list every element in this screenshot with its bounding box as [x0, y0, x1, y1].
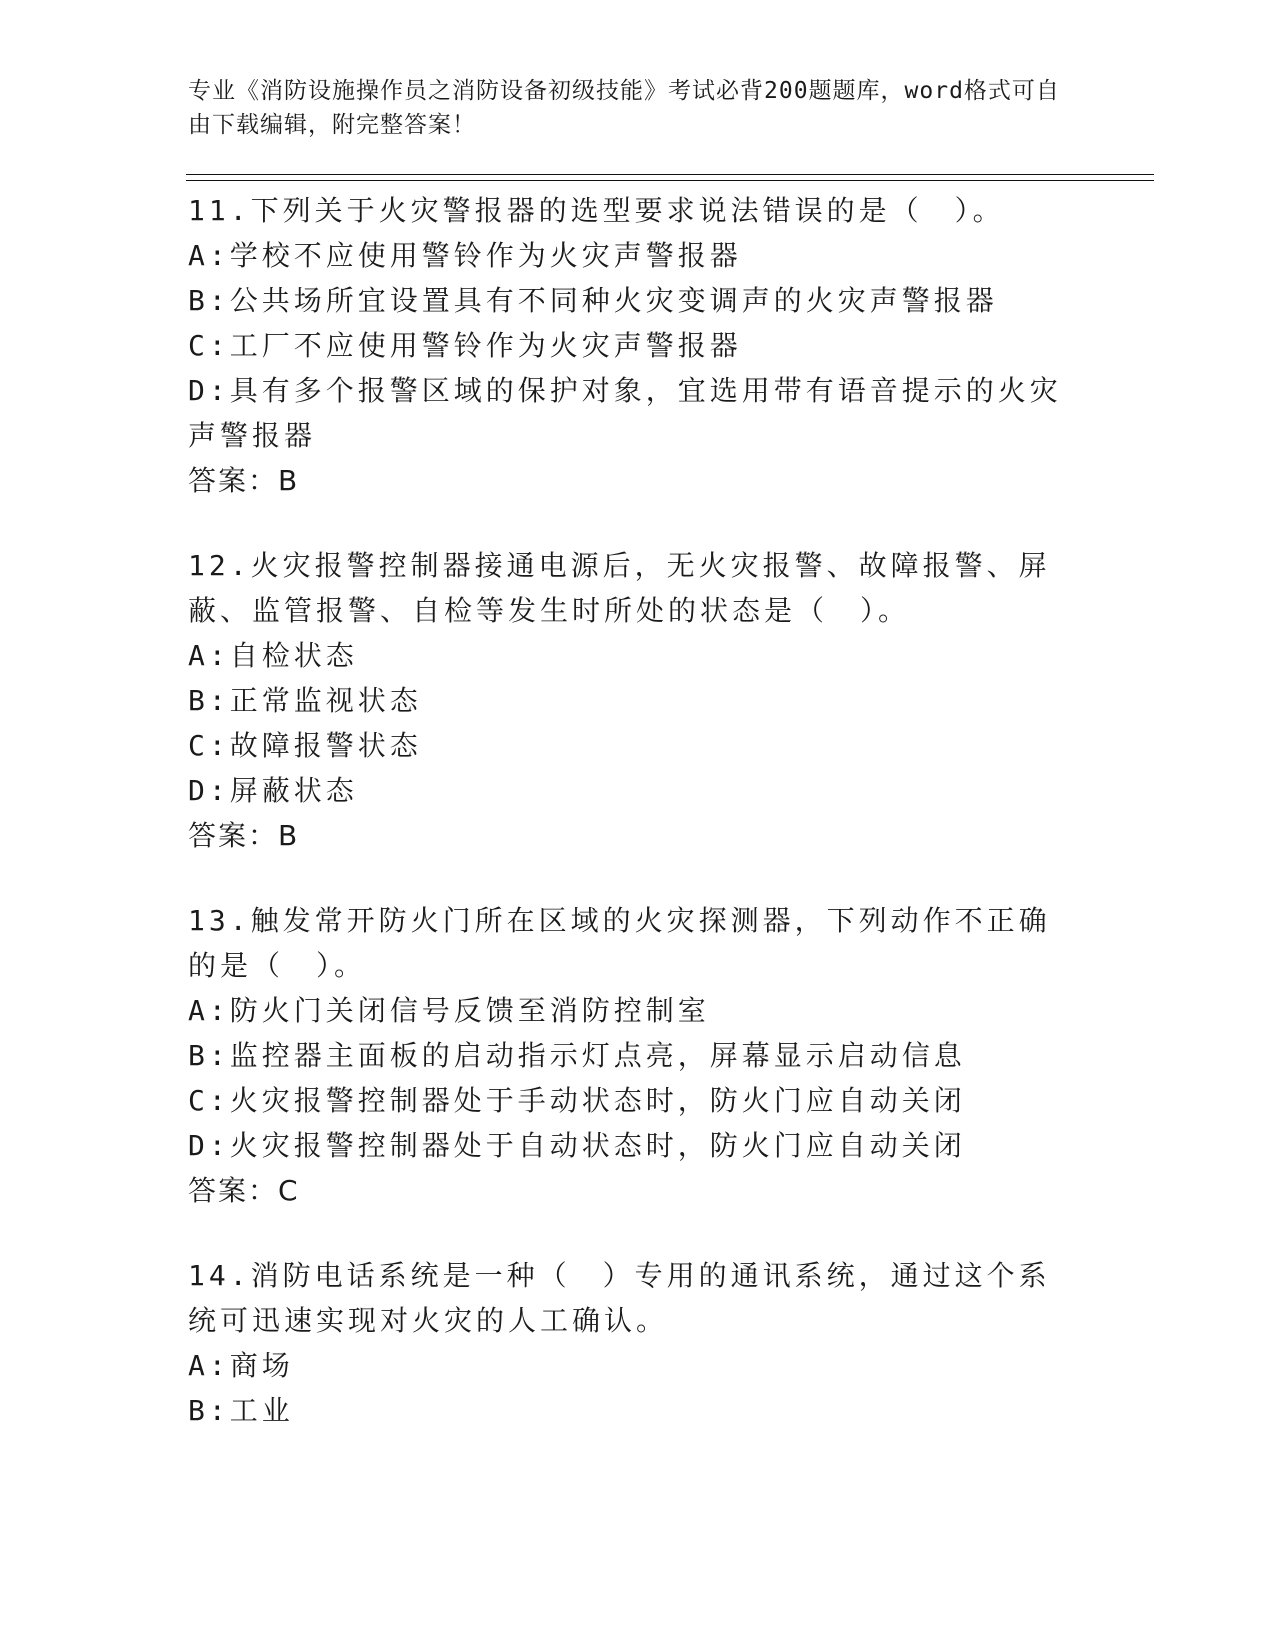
question-13	[188, 898, 1068, 1213]
question-14	[188, 1253, 1068, 1433]
option-c: C:火灾报警控制器处于手动状态时，防火门应自动关闭	[188, 1084, 966, 1117]
option-c: C:故障报警状态	[188, 729, 422, 762]
document-header: 专业《消防设施操作员之消防设备初级技能》考试必背200题题库，word格式可自由下载编辑，附完整答案！	[188, 78, 1060, 138]
question-stem: 11.下列关于火灾警报器的选型要求说法错误的是（ ）。	[188, 194, 1005, 227]
option-b: B:工业	[188, 1394, 294, 1427]
question-list	[188, 188, 1068, 1473]
option-a: A:自检状态	[188, 639, 358, 672]
option-a: A:商场	[188, 1349, 294, 1382]
option-d: D:屏蔽状态	[188, 774, 358, 807]
question-11	[188, 188, 1068, 503]
question-stem: 13.触发常开防火门所在区域的火灾探测器，下列动作不正确的是（ ）。	[188, 904, 1051, 982]
question-stem: 14.消防电话系统是一种（ ）专用的通讯系统，通过这个系统可迅速实现对火灾的人工确认。	[188, 1259, 1051, 1337]
answer-line: 答案：B	[188, 464, 300, 497]
option-b: B:正常监视状态	[188, 684, 422, 717]
option-b: B:监控器主面板的启动指示灯点亮，屏幕显示启动信息	[188, 1039, 966, 1072]
header-rule-bottom	[186, 180, 1154, 181]
answer-line: 答案：B	[188, 819, 300, 852]
question-stem: 12.火灾报警控制器接通电源后，无火灾报警、故障报警、屏蔽、监管报警、自检等发生时所处的状态是（ ）。	[188, 549, 1051, 627]
option-a: A:防火门关闭信号反馈至消防控制室	[188, 994, 710, 1027]
option-c: C:工厂不应使用警铃作为火灾声警报器	[188, 329, 742, 362]
question-12	[188, 543, 1068, 858]
option-d: D:具有多个报警区域的保护对象，宜选用带有语音提示的火灾声警报器	[188, 374, 1062, 452]
header-rule-top	[186, 174, 1154, 175]
option-b: B:公共场所宜设置具有不同种火灾变调声的火灾声警报器	[188, 284, 998, 317]
answer-line: 答案：C	[188, 1174, 300, 1207]
option-d: D:火灾报警控制器处于自动状态时，防火门应自动关闭	[188, 1129, 966, 1162]
option-a: A:学校不应使用警铃作为火灾声警报器	[188, 239, 742, 272]
